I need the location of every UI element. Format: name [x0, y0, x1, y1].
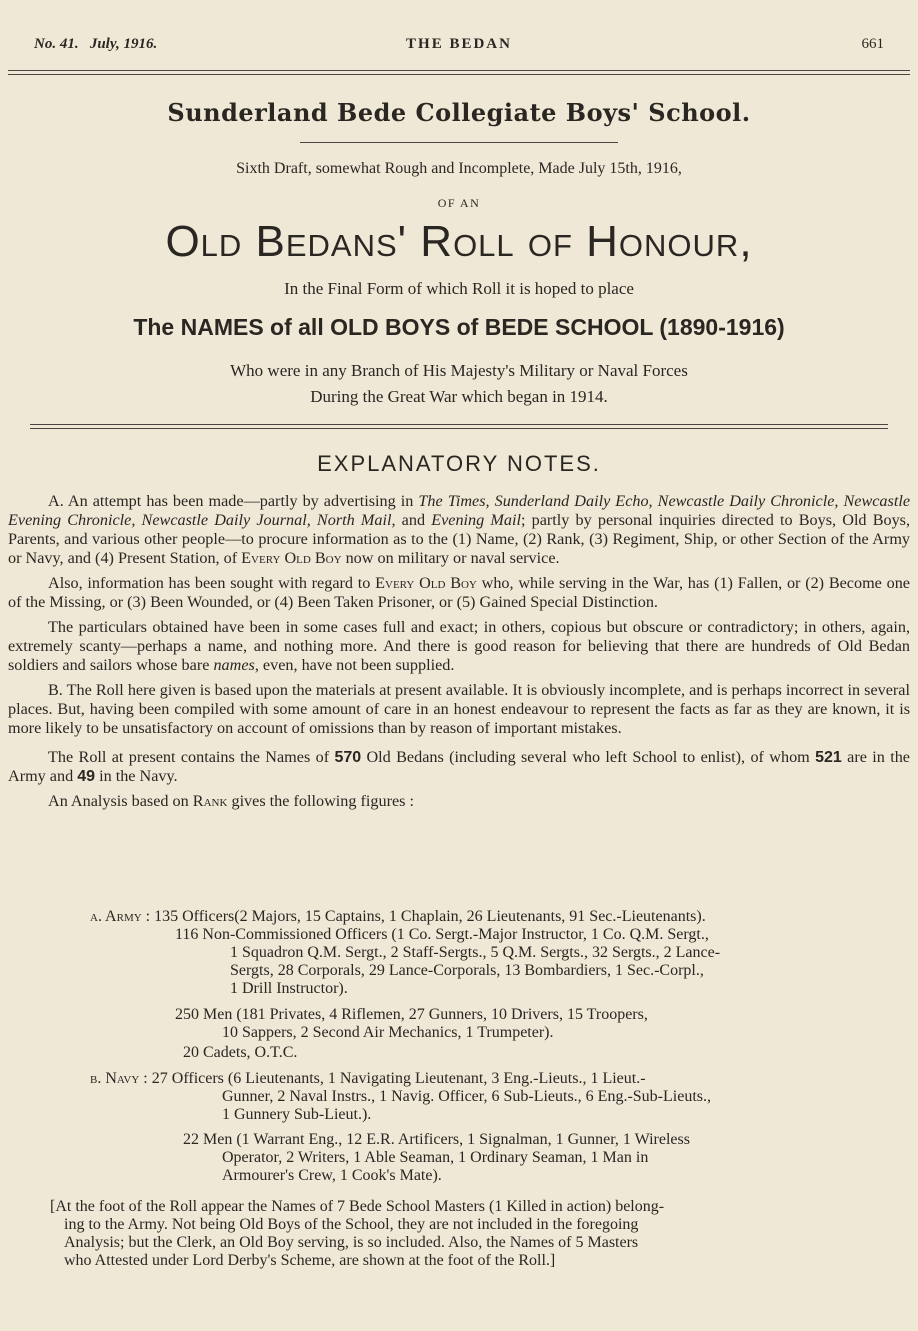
header-rule: [8, 70, 910, 71]
navy-count: 49: [77, 768, 96, 785]
names-line: The NAMES of all OLD BOYS of BEDE SCHOOL (1890-1916): [133, 314, 785, 340]
roll-title: Old Bedans' Roll of Honour,: [165, 217, 753, 266]
navy-officers: 27 Officers (6 Lieutenants, 1 Navigating Lieutenant, 3 Eng.-Lieuts., 1 Lieut.-: [151, 1070, 646, 1087]
army-officers: 135 Officers(2 Majors, 15 Captains, 1 Chaplain, 26 Lieutenants, 91 Sec.-Lieutenants).: [154, 908, 706, 925]
who-lines: [0, 358, 918, 410]
paragraph-roll-totals: [8, 748, 910, 786]
paragraph-also: [8, 574, 910, 612]
para-text: An Analysis based on: [48, 792, 193, 810]
header-rule-inner: [8, 74, 910, 75]
footnote-line-2: ing to the Army. Not being Old Boys of the School, they are not included in the foregoing: [64, 1216, 639, 1233]
who-line-1: Who were in any Branch of His Majesty's Military or Naval Forces: [230, 361, 688, 380]
school-name: Sunderland Bede Collegiate Boys' School.: [167, 98, 751, 127]
army-officers-line: [90, 908, 910, 926]
para-text: An attempt has been made—partly by advertising in: [63, 492, 419, 510]
footnote-line-3: Analysis; but the Clerk, an Old Boy serving, is so included. Also, the Names of 5 Masters: [64, 1234, 639, 1251]
navy-officers-2: Gunner, 2 Naval Instrs., 1 Navig. Officer, 6 Sub-Lieuts., 6 Eng.-Sub-Lieuts.,: [222, 1088, 711, 1105]
para-marker: B.: [48, 681, 63, 699]
army-nco-3: Sergts, 28 Corporals, 29 Lance-Corporals, 13 Bombardiers, 1 Sec.-Corpl.,: [230, 962, 704, 979]
para-marker: A.: [48, 492, 64, 510]
draft-line: Sixth Draft, somewhat Rough and Incomplete, Made July 15th, 1916,: [236, 160, 682, 177]
paragraph-particulars: [8, 618, 910, 675]
army-cadets: 20 Cadets, O.T.C.: [183, 1044, 298, 1061]
title-divider: [300, 142, 618, 143]
navy-label: b. Navy :: [90, 1070, 152, 1087]
newspaper-list: The Times, Sunderland Daily Echo, Newcastle Daily Chronicle, Newcastle Evening Chronicle, Newcastle Daily Journal, North Mail,: [8, 492, 911, 529]
para-text: in the Navy.: [95, 767, 178, 785]
army-nco-2: 1 Squadron Q.M. Sergt., 2 Staff-Sergts., 5 Q.M. Sergts., 32 Sergts., 2 Lance-: [230, 944, 721, 961]
navy-officers-line: [90, 1070, 910, 1088]
notes-heading: EXPLANATORY NOTES.: [317, 451, 601, 476]
army-men-1: 250 Men (181 Privates, 4 Riflemen, 27 Gunners, 10 Drivers, 15 Troopers,: [175, 1006, 648, 1023]
navy-men-3: Armourer's Crew, 1 Cook's Mate).: [222, 1167, 442, 1184]
navy-men-1: 22 Men (1 Warrant Eng., 12 E.R. Artificers, 1 Signalman, 1 Gunner, 1 Wireless: [183, 1131, 690, 1148]
army-label: a. Army :: [90, 908, 155, 925]
section-rule: [30, 424, 888, 425]
para-text: who, while serving in the War, has (1) Fallen, or (2) Become one of the Missing, or (3) Been Wounded, or (4) Been Taken Prisoner, or (5) Gained Special Distinction.: [8, 574, 910, 611]
emphasis: Every Old Boy: [375, 574, 477, 592]
para-text: and: [395, 511, 432, 529]
navy-men-2: Operator, 2 Writers, 1 Able Seaman, 1 Ordinary Seaman, 1 Man in: [222, 1149, 649, 1166]
issue-number: No. 41.: [34, 36, 79, 52]
final-form-line: In the Final Form of which Roll it is hoped to place: [284, 279, 634, 298]
para-text: , even, have not been supplied.: [254, 656, 455, 674]
section-rule-inner: [30, 428, 888, 429]
emphasis: names: [213, 656, 255, 674]
para-text: are in the Army and: [8, 748, 910, 785]
army-count: 521: [815, 749, 842, 766]
newspaper-name: Evening Mail: [431, 511, 521, 529]
total-count: 570: [334, 749, 362, 766]
navy-officers-3: 1 Gunnery Sub-Lieut.).: [222, 1106, 372, 1123]
paragraph-b: [8, 681, 910, 738]
issue-date: July, 1916.: [89, 36, 158, 52]
para-text: gives the following figures :: [227, 792, 414, 810]
notes-body: [8, 492, 910, 811]
analysis-intro: [8, 792, 910, 811]
page-number: 661: [861, 36, 884, 52]
para-text: Old Bedans (including several who left School to enlist), of whom: [361, 748, 816, 766]
para-text: ; partly by personal inquiries directed to Boys, Old Boys, Parents, and various other people—to procure information as to the (1) Name, (2) Rank, (3) Regiment, Ship, or other Section of the Army or Navy, and (4) Present Station, of: [8, 511, 911, 567]
footnote-line-4: who Attested under Lord Derby's Scheme, are shown at the foot of the Roll.]: [64, 1252, 556, 1269]
para-text: The Roll here given is based upon the materials at present available. It is obviously incomplete, and is perhaps incorrect in several places. But, having been compiled with some amount of care in an honest endeavour to represent the facts as far as they are known, it is more likely to be unsatisfactory on account of omissions than by reason of important mistakes.: [8, 681, 910, 737]
magazine-title: THE BEDAN: [406, 36, 512, 52]
para-text: Also, information has been sought with regard to: [48, 574, 376, 592]
footnote-line-1: [At the foot of the Roll appear the Names of 7 Bede School Masters (1 Killed in action) belong-: [50, 1198, 665, 1215]
army-men-2: 10 Sappers, 2 Second Air Mechanics, 1 Trumpeter).: [222, 1024, 554, 1041]
who-line-2: During the Great War which began in 1914.: [310, 387, 608, 406]
para-text: now on military or naval service.: [341, 549, 560, 567]
of-an-line: OF AN: [437, 196, 481, 210]
emphasis: Every Old Boy: [241, 549, 342, 567]
running-head: [34, 36, 884, 56]
emphasis: Rank: [192, 792, 228, 810]
army-nco-4: 1 Drill Instructor).: [230, 980, 348, 997]
para-text: The Roll at present contains the Names of: [48, 748, 335, 766]
army-nco-1: 116 Non-Commissioned Officers (1 Co. Sergt.-Major Instructor, 1 Co. Q.M. Sergt.,: [175, 926, 709, 943]
paragraph-a: [8, 492, 910, 568]
para-text: The particulars obtained have been in some cases full and exact; in others, copious but obscure or contradictory; in others, again, extremely scanty—perhaps a name, and nothing more. And there is good reason for believing that there are hundreds of Old Bedan soldiers and sailors whose bare: [8, 618, 910, 674]
